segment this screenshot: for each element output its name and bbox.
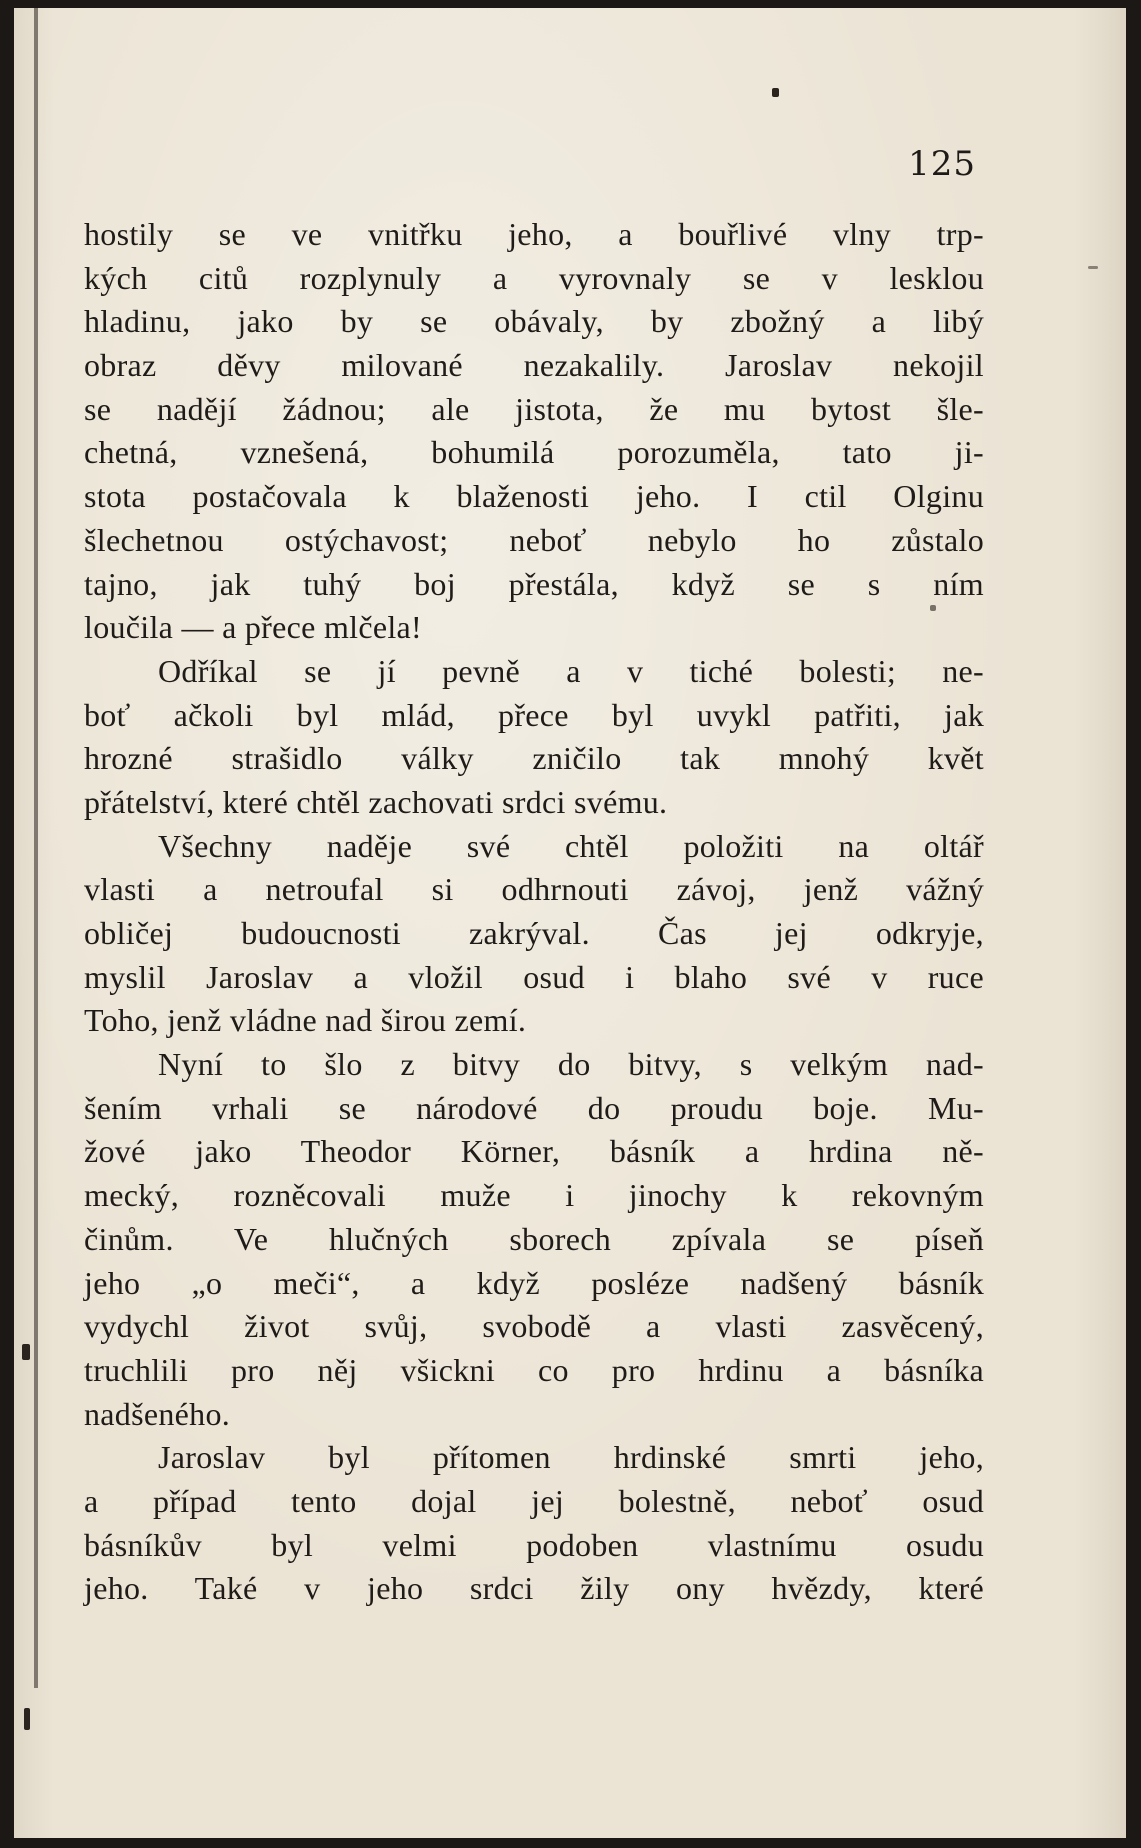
text-line: kých citů rozplynuly a vyrovnaly se v lesklou	[84, 259, 984, 296]
text-line: obraz děvy milované nezakalily. Jaroslav nekojil	[84, 347, 984, 384]
text-line: Nyní to šlo z bitvy do bitvy, s velkým nad-	[158, 1046, 984, 1083]
text-line: Odříkal se jí pevně a v tiché bolesti; ne-	[158, 652, 984, 689]
text-line: šlechetnou ostýchavost; neboť nebylo ho zůstalo	[84, 521, 984, 558]
text-line: boť ačkoli byl mlád, přece byl uvykl patřiti, jak	[84, 696, 984, 733]
ink-speck	[24, 1708, 30, 1730]
text-line: žové jako Theodor Körner, básník a hrdina ně-	[84, 1133, 984, 1170]
ink-speck	[1088, 266, 1098, 269]
text-line: básníkův byl velmi podoben vlastnímu osudu	[84, 1526, 984, 1563]
binding-shadow	[34, 8, 38, 1688]
ink-speck	[772, 88, 779, 97]
text-line: tajno, jak tuhý boj přestála, když se s ním	[84, 565, 984, 602]
text-line: jeho. Také v jeho srdci žily ony hvězdy, které	[84, 1570, 984, 1607]
text-line: stota postačovala k blaženosti jeho. I ctil Olginu	[84, 478, 984, 515]
text-line: truchlili pro něj všickni co pro hrdinu a básníka	[84, 1351, 984, 1388]
text-line: nadšeného.	[84, 1395, 231, 1432]
text-line: vydychl život svůj, svobodě a vlasti zasvěcený,	[84, 1308, 984, 1345]
text-line: hostily se ve vnitřku jeho, a bouřlivé vlny trp-	[84, 216, 984, 252]
text-line: šením vrhali se národové do proudu boje. Mu-	[84, 1089, 984, 1126]
text-line: Všechny naděje své chtěl položiti na oltář	[158, 827, 984, 864]
text-line: a případ tento dojal jej bolestně, neboť osud	[84, 1482, 984, 1519]
text-line: hladinu, jako by se obávaly, by zbožný a libý	[84, 303, 984, 340]
text-line: Jaroslav byl přítomen hrdinské smrti jeho,	[158, 1439, 984, 1476]
ink-speck	[22, 1344, 30, 1360]
text-line: chetná, vznešená, bohumilá porozuměla, tato ji-	[84, 434, 984, 471]
text-line: přátelství, které chtěl zachovati srdci svému.	[84, 783, 668, 820]
page-number: 125	[908, 144, 976, 184]
text-line: obličej budoucnosti zakrýval. Čas jej odkryje,	[84, 915, 984, 951]
text-line: jeho „o meči“, a když posléze nadšený básník	[84, 1264, 984, 1301]
text-line: hrozné strašidlo války zničilo tak mnohý květ	[84, 740, 984, 777]
text-line: loučila — a přece mlčela!	[84, 609, 422, 646]
text-line: Toho, jenž vládne nad širou zemí.	[84, 1002, 527, 1039]
text-line: mecký, rozněcovali muže i jinochy k rekovným	[84, 1177, 984, 1214]
text-line: myslil Jaroslav a vložil osud i blaho své v ruce	[84, 958, 984, 995]
text-line: činům. Ve hlučných sborech zpívala se píseň	[84, 1220, 984, 1257]
text-line: se nadějí žádnou; ale jistota, že mu bytost šle-	[84, 390, 984, 427]
book-page	[14, 8, 1126, 1838]
text-line: vlasti a netroufal si odhrnouti závoj, jenž vážný	[84, 871, 984, 908]
body-text	[84, 213, 984, 1611]
